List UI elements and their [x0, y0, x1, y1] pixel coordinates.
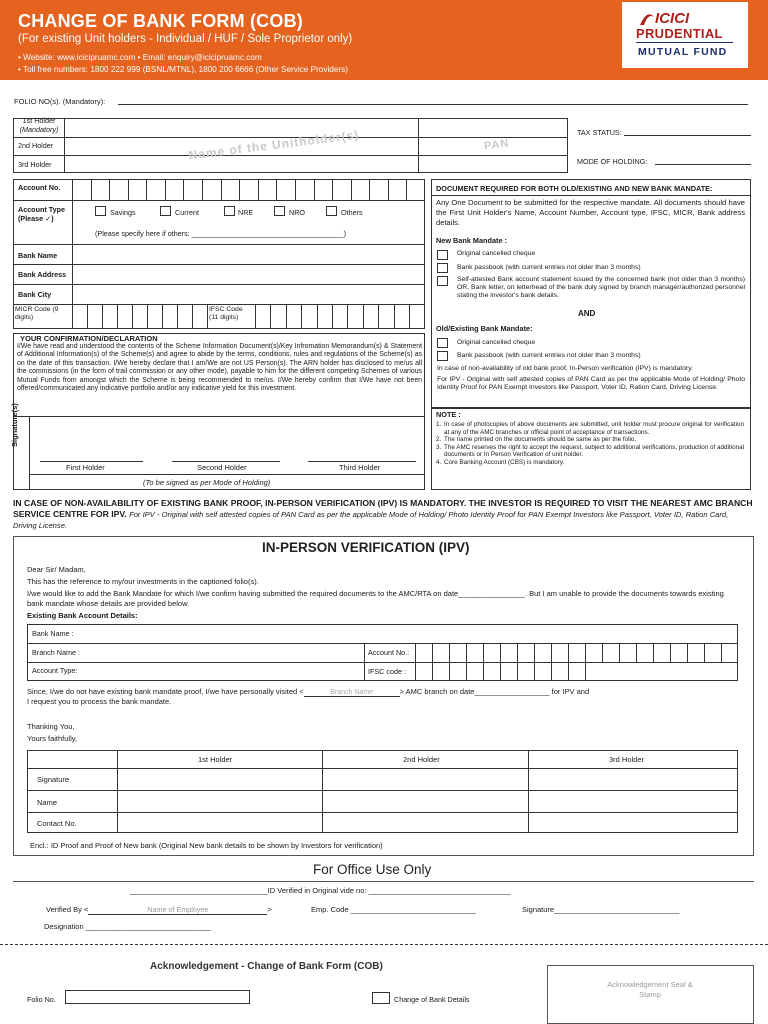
divider [13, 155, 568, 156]
col-third-holder: 3rd Holder [609, 755, 645, 764]
note-text: The AMC reserves the right to accept the request, subject to additional verifications, production of additional documents or In Person Verification of unit holder. [444, 443, 744, 459]
ipv-account-no-label: Account No.: [368, 648, 410, 657]
since-text-1: Since, I/we do not have existing bank mandate proof, I/we have personally visited < [27, 687, 304, 696]
savings-checkbox[interactable] [95, 206, 106, 216]
ipv-mandatory-note: In case of non-availability of old bank proof, In-Person verification (IPV) is mandatory. [437, 365, 694, 372]
tax-status-field[interactable] [577, 128, 622, 137]
logo-prudential-text: PRUDENTIAL [636, 26, 723, 41]
mode-of-holding-label: MODE OF HOLDING: [577, 157, 648, 166]
ack-cob-checkbox[interactable] [372, 992, 390, 1004]
ipv-banner-bold: IN CASE OF NON-AVAILABILITY OF EXISTING BANK PROOF, IN-PERSON VERIFICATION (IPV) IS MANDATORY. THE INVESTOR IS REQUIRED TO VISIT THE NEAREST AMC BRANCH SERVICE CENTRE FOR IPV. [13, 498, 753, 519]
please-specify-field[interactable]: (Please specify here if others: ______________________________________) [95, 229, 346, 238]
divider [64, 118, 65, 173]
ack-folio-input[interactable] [65, 990, 250, 1004]
first-holder-sign-label: First Holder [66, 463, 105, 472]
row-signature: Signature [37, 775, 70, 784]
note-item: 4. Core Banking Account (CBS) is mandatory. [436, 459, 746, 467]
others-label: Others [341, 208, 363, 217]
account-no-label: Account No. [18, 183, 61, 192]
new-statement-checkbox[interactable] [437, 276, 448, 286]
divider [364, 643, 365, 681]
tax-status-input[interactable] [624, 135, 751, 136]
ipv-salutation: Dear Sir/ Madam, [27, 565, 86, 574]
documents-intro: Any One Document to be submitted for the respective mandate. All documents should have the First Unit Holder's Name, Account Number, Account type, IFSC, MICR, Bank address details. [436, 198, 745, 227]
old-mandate-heading: Old/Existing Bank Mandate: [436, 324, 533, 333]
current-label: Current [175, 208, 199, 217]
declaration-text: I/We have read and understood the contents of the Scheme Information Document(s)/Key Infromation Memorandum(s) & Statement of Additional Information(s) of the Scheme(s) and agree to abide by the terms, conditions, rules and regulations of the Scheme(s) as on the date of this transaction. I/We hereby declare that I am/We are not US Person(s). The ARN holder has disclosed to me/us all the commissions (in the form of trail commission or any other mode), payable to him for the different competing Schemes of various Mutual Funds from amongst which the Scheme is being recommended to me/us. I/We hereby confirm that I/We have not been offered/communicated any indicative portfolio and/or any indicative yield for this investment. [17, 343, 422, 393]
divider [30, 474, 425, 475]
yours-faithfully: Yours faithfully, [27, 734, 78, 743]
for-ipv-note: For IPV - Original with self attested copies of PAN Card as per the applicable Mode of Holding/ Photo Identity Proof for PAN Exempt Investors like Passport, Voter ID, Ration Card, Driving License. [437, 376, 745, 392]
cut-line [0, 944, 768, 945]
note-item: 3. The AMC reserves the right to accept the request, subject to additional verifications, production of additional documents or In Person Verification of unit holder. [436, 443, 744, 459]
new-cheque-checkbox[interactable] [437, 250, 448, 260]
and-label: AND [578, 309, 596, 318]
sign-note: (To be signed as per Mode of Holding) [143, 478, 271, 487]
new-mandate-heading: New Bank Mandate : [436, 236, 507, 245]
note-text: Core Banking Account (CBS) is mandatory. [444, 458, 565, 466]
note-text: The name printed on the documents should be same as per the folio. [444, 436, 637, 444]
emp-code-field[interactable]: Emp. Code ______________________________ [311, 905, 476, 914]
notes-heading: NOTE : [436, 410, 461, 419]
bank-city-label: Bank City [18, 290, 52, 299]
logo-icici-text: ICICI [655, 10, 690, 27]
id-verified-field[interactable]: _________________________________ID Verified in Original vide no: __________________________________ [130, 886, 511, 895]
col-second-holder: 2nd Holder [403, 755, 440, 764]
ipv-banner [13, 498, 753, 531]
second-holder-sign-label: Second Holder [197, 463, 247, 472]
folio-label [14, 97, 105, 106]
divider [418, 118, 419, 173]
ipv-reference: This has the reference to my/our investments in the captioned folio(s). [27, 577, 259, 586]
bank-name-input[interactable] [73, 245, 424, 263]
second-holder-signature-line[interactable] [172, 461, 280, 462]
form-title: CHANGE OF BANK FORM (COB) [18, 11, 303, 31]
row-name: Name [37, 798, 58, 807]
enclosure-note: Encl.: ID Proof and Proof of New bank (Original New bank details to be shown by Investors for verification) [30, 841, 383, 850]
divider [13, 200, 425, 201]
tax-status-label: TAX STATUS: [577, 128, 622, 137]
ipv-account-no-cells[interactable] [415, 643, 738, 662]
ack-title: Acknowledgement - Change of Bank Form (COB) [150, 961, 383, 972]
new-cheque-label: Original cancelled cheque [457, 250, 536, 257]
others-checkbox[interactable] [326, 206, 337, 216]
verified-by-label: Verified By < [46, 905, 89, 914]
declaration-heading: YOUR CONFIRMATION/DECLARATION [20, 334, 158, 343]
notes-list [436, 421, 746, 467]
folio-label-text: FOLIO NO(s). (Mandatory): [14, 97, 106, 106]
name-watermark: Name of the Unitholder(s) [187, 127, 360, 163]
office-signature-field[interactable]: Signature______________________________ [522, 905, 680, 914]
third-holder-sign-label: Third Holder [339, 463, 381, 472]
nre-label: NRE [238, 208, 254, 217]
ack-folio-label: Folio No. [27, 995, 56, 1004]
ipv-request: I request you to process the bank mandate. [27, 697, 172, 706]
first-holder-label [18, 116, 60, 134]
new-statement-label: Self-attested Bank account statement issued by the concerned bank (not older than 3 months) OR, Bank letter, on letterhead of the bank duly signed by branch manager/authorized personnel stating the investor's bank details. [457, 276, 745, 300]
current-checkbox[interactable] [160, 206, 171, 216]
office-use-title: For Office Use Only [313, 862, 432, 877]
toll-free-line: • Toll free numbers: 1800 222 999 (BSNL/MTNL), 1800 200 6666 (Other Service Providers) [18, 65, 348, 74]
savings-label: Savings [110, 208, 136, 217]
micr-cells[interactable] [72, 304, 207, 329]
logo-mutual-fund-text: MUTUAL FUND [638, 46, 728, 58]
new-passbook-checkbox[interactable] [437, 263, 448, 273]
pan-watermark: PAN [483, 137, 511, 153]
old-cheque-label: Original cancelled cheque [457, 339, 536, 346]
folio-input[interactable] [118, 104, 748, 105]
ipv-ifsc-cells[interactable] [415, 662, 738, 681]
bank-address-label: Bank Address [18, 270, 67, 279]
ipv-account-type-label: Account Type: [32, 666, 78, 675]
bank-address-input[interactable] [73, 265, 424, 283]
mandatory-note: (Mandatory) [19, 125, 59, 134]
icici-logo [622, 2, 748, 68]
logo-divider [636, 42, 733, 43]
account-type-label: Account Type (Please ✓) [18, 205, 65, 223]
since-text-2: > AMC branch on date__________________ for IPV and [399, 687, 590, 696]
note-item: 1. In case of photocopies of above documents are submitted, unit holder must procure original for verification at any of the AMC branches or official point of acceptance of transactions. [436, 421, 744, 436]
documents-heading: DOCUMENT REQUIRED FOR BOTH OLD/EXISTING AND NEW BANK MANDATE: [436, 184, 713, 193]
form-header [0, 0, 768, 80]
employee-name-input[interactable]: Name of Employee [88, 905, 267, 915]
divider [431, 195, 751, 196]
col-first-holder: 1st Holder [198, 755, 233, 764]
third-holder-signature-line[interactable] [308, 461, 416, 462]
divider [29, 416, 30, 490]
account-no-cells[interactable] [72, 179, 425, 200]
first-holder-signature-line[interactable] [40, 461, 143, 462]
ipv-title: IN-PERSON VERIFICATION (IPV) [262, 540, 470, 555]
ack-seal-text: Acknowledgement Seal & Stamp [607, 980, 693, 999]
verified-by-field[interactable]: Verified By < Name of Employee > [46, 905, 272, 914]
old-passbook-checkbox[interactable] [437, 351, 448, 361]
nro-label: NRO [289, 208, 305, 217]
designation-field[interactable]: Designation ______________________________ [44, 922, 211, 931]
second-holder-label: 2nd Holder [18, 141, 54, 150]
since-visited-line [27, 687, 747, 697]
first-holder-text: 1st Holder [22, 116, 56, 125]
mode-of-holding-field[interactable] [577, 157, 647, 166]
bank-city-input[interactable] [73, 285, 424, 303]
ipv-paragraph: I/we would like to add the Bank Mandate for which I/we confirm having submitted the required documents to the AMC/RTA on date________________. But I am unable to provide the documents towards existing bank mandate whose details are provided below. [27, 589, 724, 608]
thanking-you: Thanking You, [27, 722, 75, 731]
ipv-branch-name-label: Branch Name : [32, 648, 80, 657]
micr-label: MICR Code (9 digits) [15, 306, 59, 321]
new-passbook-label: Bank passbook (with current entries not older than 3 months) [457, 264, 641, 271]
mode-of-holding-input[interactable] [655, 164, 751, 165]
ifsc-label: IFSC Code (11 digits) [209, 306, 243, 321]
bank-name-label: Bank Name [18, 251, 58, 260]
ifsc-cells[interactable] [255, 304, 425, 329]
signatures-label-text: Signature(s) [10, 403, 19, 447]
ipv-bank-name-label: Bank Name : [32, 629, 74, 638]
form-subtitle: (For existing Unit holders - Individual / HUF / Sole Proprietor only) [18, 33, 353, 45]
existing-bank-heading: Existing Bank Account Details: [27, 611, 138, 620]
divider [207, 304, 208, 329]
nre-checkbox[interactable] [224, 206, 235, 216]
logo-mark-icon [638, 11, 656, 27]
old-passbook-label: Bank passbook (with current entries not older than 3 months) [457, 352, 641, 359]
holders-signature-inputs[interactable] [118, 769, 737, 833]
old-cheque-checkbox[interactable] [437, 338, 448, 348]
note-item: 2. The name printed on the documents should be same as per the folio. [436, 436, 746, 444]
ack-cob-label: Change of Bank Details [394, 995, 470, 1004]
signatures-vertical-label [10, 387, 19, 447]
row-contact-no: Contact No. [37, 819, 77, 828]
nro-checkbox[interactable] [274, 206, 285, 216]
third-holder-label: 3rd Holder [18, 160, 52, 169]
note-text: In case of photocopies of above documents are submitted, unit holder must procure original for verification at any of the AMC branches or official point of acceptance of transactions. [444, 421, 744, 436]
ipv-banner-italic: For IPV - Original with self attested copies of PAN Card as per the applicable Mode of Holding/ Photo Identity Proof for PAN Exempt Investors like Passport, Voter ID, Ration Card, Driving License. [13, 510, 729, 530]
contact-line: • Website: www.icicipruamc.com • Email: enquiry@icicipruamc.com [18, 53, 262, 62]
divider [13, 881, 754, 882]
ipv-ifsc-label: IFSC code : [368, 667, 406, 676]
branch-name-input[interactable]: Branch Name [304, 689, 400, 697]
